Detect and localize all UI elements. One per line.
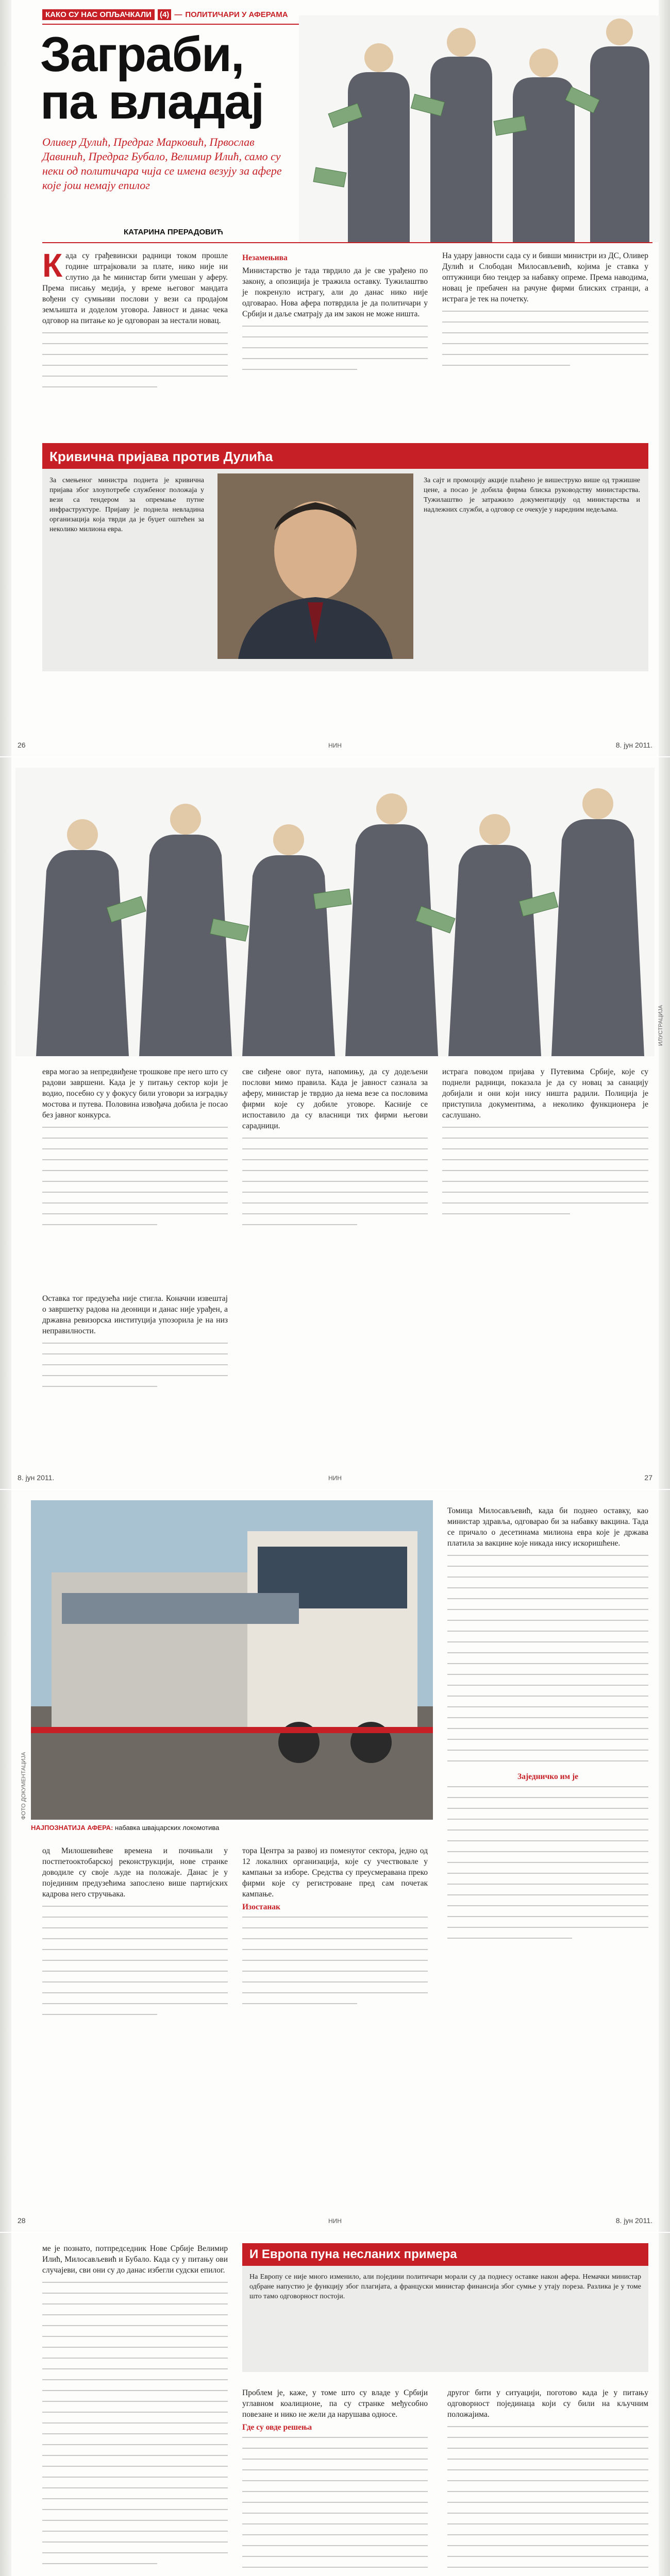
page-number-27: 27 [644, 1473, 652, 1482]
sidebar-box-text-b: За сајт и промоцију акције плаћено је вишеструко више од тржишне цене, а посао је добила фирма блиска руководству министарства. Тужилаштво је затражило документацију од министарства и надлежних служби, а одговор се очекује у наредним недељама. [424, 477, 640, 514]
sidebar-box-europe [242, 2243, 648, 2372]
kicker-issue: (4) [158, 9, 171, 20]
page3-col2-text: тора Центра за развој из поменутог сектора, једно од 12 локалних организација, које су учествовале у кампањи за изборе. Средства су преусмеравана преко фирми које су регистроване пред сам почетак кампање. [242, 1846, 428, 1899]
page2-col3 [442, 1066, 648, 1224]
page1-col1-text: ада су грађевински радници током прошле године штрајковали за плате, нико није ни слутио да ће министар бити умешан у аферу. Према писању медија, у време његовог мандата вођени су сумњиви послови у вези са продајом земљишта и доделом уговора. Јавност и данас чека одговор на питање ко је одговоран за нестали новац. [42, 251, 228, 325]
photo-locomotive [31, 1500, 433, 1820]
page-number-26: 26 [18, 741, 26, 749]
page4-col3-text: другог бити у ситуацији, поготово када је у питању одговорност појединаца који су били на кључним положајима. [447, 2388, 648, 2419]
sidebar-box-title: Кривична пријава против Дулића [42, 445, 648, 469]
page-date-3: 8. јун 2011. [615, 2216, 652, 2225]
headline: Заграби, па владај [40, 27, 264, 129]
spread-page-27 [0, 757, 670, 1489]
page2-col2 [242, 1066, 428, 1235]
illustration-politicians-top [299, 15, 660, 242]
byline: КАТАРИНА ПРЕРАДОВИЋ [124, 228, 223, 236]
page4-col1-text: ме је познато, потпредседник Нове Србије Велимир Илић, Милосављевић и Бубало. Када су у питању ови случајеви, сви они су до данас избегли судски епилог. [42, 2244, 228, 2275]
page3-col2 [242, 1845, 428, 2014]
kicker-left: КАКО СУ НАС ОПЉАЧКАЛИ [42, 9, 155, 20]
photo-caption [31, 1824, 219, 1832]
page2-col1-text: евра могао за непредвиђене трошкове пре него што су радови завршени. Када је у питању сектор који је водио, посебно су у фокусу били уговори за изградњу мостова и путева. Половина извођача добила је посао без јавног конкурса. [42, 1067, 228, 1120]
page1-col2-text: Министарство је тада тврдило да је све урађено по закону, а опозиција је тражила оставку. Тужилаштво је покренуло истрагу, али до данас нико није одговарао. Нова афера потврдила је да политичари у Србији и даље сматрају да им закон не може ништа. [242, 266, 428, 318]
page4-col2-subhead: Где су овде решења [242, 2423, 312, 2432]
photo-credit: ФОТО ДОКУМЕНТАЦИЈА [21, 1752, 27, 1820]
page-number-28: 28 [18, 2216, 26, 2225]
page1-col2-subhead: Незамењива [242, 253, 288, 262]
page4-col3 [447, 2387, 648, 2576]
kicker-bar: КАКО СУ НАС ОПЉАЧКАЛИ (4) — ПОЛИТИЧАРИ У АФЕРАМА [42, 9, 288, 20]
spread-page-26 [0, 0, 670, 756]
page1-col3 [442, 250, 648, 376]
page-date-2: 8. јун 2011. [18, 1473, 55, 1482]
spread-page-28 [0, 1490, 670, 2232]
page4-col2 [242, 2387, 428, 2576]
page2-col4 [42, 1293, 228, 1397]
europe-box-title: И Европа пуна несланих примера [242, 2243, 648, 2266]
page1-col1 [42, 247, 228, 397]
page1-col3-text: На удару јавности сада су и бивши министри из ДС, Оливер Дулић и Слободан Милосављевић, којима је ставка у оптужници био тендер за набавку опреме. Према наводима, новац је пребачен на рачуне фирми блиских странци, а истрага је тек на почетку. [442, 251, 648, 303]
europe-box-text: На Европу се није много изменило, али поједини политичари морали су да поднесу оставке након афера. Немачки министар одбране напустио је функцију због плагијата, а француски министар финансија због сумње у утају пореза. Разлика је у томе што тамо одговорност постоји. [249, 2273, 641, 2300]
page3-col2-subhead: Изостанак [242, 1903, 280, 1911]
kicker-right: ПОЛИТИЧАРИ У АФЕРАМА [185, 10, 288, 19]
page1-col2 [242, 250, 428, 380]
page3-col3 [447, 1505, 648, 1948]
page4-col2-text: Проблем је, каже, у томе што су владе у Србији углавном коалиционе, па су странке међусобно повезане и нико не жели да нарушава односе. [242, 2388, 428, 2419]
page3-col1 [42, 1845, 228, 2025]
page4-col1 [42, 2243, 228, 2574]
page-date-1: 8. јун 2011. [615, 741, 652, 749]
portrait-dulic [217, 473, 413, 659]
page3-col1-text: од Милошевићеве времена и почињали у постпетооктобарској реконструкцији, нове странке доводиле су своје људе на положаје. Данас је у појединим предузећима запослено више партијских кадрова него стручњака. [42, 1846, 228, 1899]
photo-caption-text: набавка швајцарских локомотива [114, 1824, 220, 1832]
page3-col3-text: Томица Милосављевић, када би поднео оставку, као министар здравља, одговарао би за набавку вакцина. Тада се причало о десетинама милиона евра које је држава платила за вакцине које никада нису искоришћене. [447, 1506, 648, 1548]
sidebar-box-text-a: За смењеног министра поднета је кривична пријава због злоупотребе службеног положаја у вези са тендером за опремање путне инфраструктуре. Пријаву је поднела невладина организација која тврди да је буџет оштећен за неколико милиона евра. [49, 477, 204, 533]
spread-page-29 [0, 2233, 670, 2576]
page2-col1 [42, 1066, 228, 1235]
page-footer-label: НИН [328, 742, 342, 749]
illustration-credit: ИЛУСТРАЦИЈА [658, 1005, 664, 1046]
page2-col3-text: истрага поводом пријава у Путевима Србије, које су поднели радници, показала је да су новац за санацију добијали и они који нису ништа радили. Полиција је приступила документима, а неколико функционера је саслушано. [442, 1067, 648, 1120]
dropcap: К [42, 247, 63, 284]
page-footer-label-3: НИН [328, 2217, 342, 2225]
deck: Оливер Дулић, Предраг Марковић, Првослав Давинић, Предраг Бубало, Велимир Илић, само су неки од политичара чија се имена везују за афере које још немају епилог [42, 135, 282, 192]
page2-col4-text: Оставка тог предузећа није стигла. Коначни извештај о завршетку радова на деоници и данас није урађен, а државна ревизорска институција упозорила је на низ неправилности. [42, 1294, 228, 1335]
page2-col2-text: све сиђене овог пута, напомињу, да су додељени послови мимо правила. Када је јавност сазнала за аферу, министар је тврдио да нема везе са пословима фирми које су добиле уговоре. Касније се испоставило да су власници тих фирми његови сарадници. [242, 1067, 428, 1130]
illustration-politicians-row [15, 768, 655, 1056]
page3-col3-subhead: Заједничко им је [517, 1772, 578, 1781]
photo-caption-strong: НАЈПОЗНАТИЈА АФЕРА: [31, 1824, 113, 1832]
sidebar-box-dulic [42, 443, 648, 671]
page-footer-label-2: НИН [328, 1475, 342, 1482]
